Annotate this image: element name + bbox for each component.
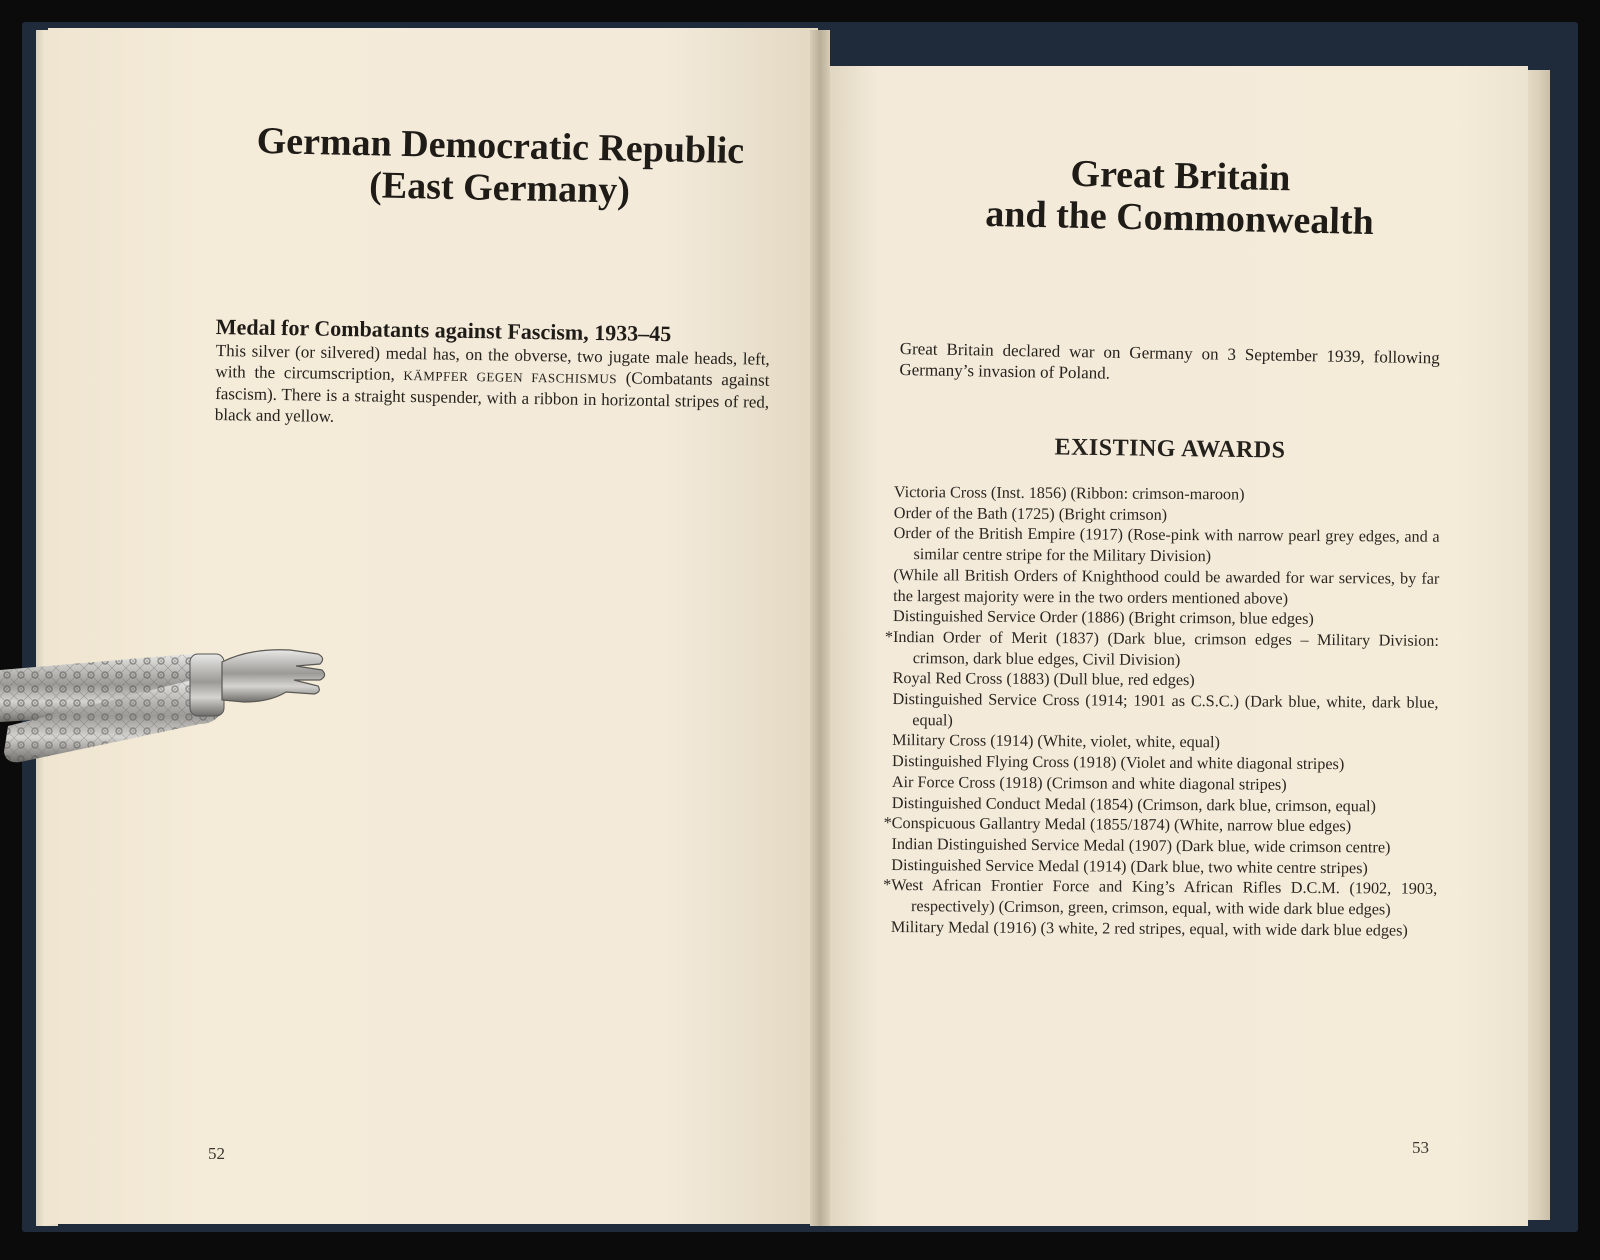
left-title-line1: German Democratic Republic bbox=[256, 119, 745, 173]
awards-heading: EXISTING AWARDS bbox=[1054, 434, 1286, 464]
award-item: Distinguished Conduct Medal (1854) (Crimson, dark blue, crimson, equal) bbox=[891, 793, 1377, 815]
award-item: *West African Frontier Force and King’s African Rifles D.C.M. (1902, 1903, respectively) (Crimson, green, crimson, equal, with wide dark blue edges) bbox=[883, 876, 1438, 919]
award-item: Indian Distinguished Service Medal (1907) (Dark blue, wide crimson centre) bbox=[891, 834, 1391, 857]
award-item: Distinguished Service Cross (1914; 1901 as C.S.C.) (Dark blue, white, dark blue, equal) bbox=[892, 690, 1439, 730]
right-page-title bbox=[939, 150, 1421, 244]
award-item: Order of the Bath (1725) (Bright crimson) bbox=[893, 503, 1168, 524]
bookmark-clip-icon bbox=[0, 640, 330, 780]
award-item: Military Medal (1916) (3 white, 2 red stripes, equal, with wide dark blue edges) bbox=[890, 917, 1408, 940]
award-item: Victoria Cross (Inst. 1856) (Ribbon: crimson-maroon) bbox=[893, 482, 1245, 504]
description-part1: This silver (or silvered) medal has, on the obverse, two jugate male heads, left, with the circumscription, bbox=[215, 340, 770, 384]
award-item: Distinguished Service Order (1886) (Bright crimson, blue edges) bbox=[893, 607, 1314, 629]
award-item: Distinguished Flying Cross (1918) (Violet and white diagonal stripes) bbox=[891, 752, 1345, 774]
description-inscription: KÄMPFER GEGEN FASCHISMUS bbox=[403, 367, 618, 387]
award-item: Royal Red Cross (1883) (Dull blue, red edges) bbox=[892, 669, 1195, 690]
page-number-left: 52 bbox=[208, 1144, 225, 1163]
description-part2: (Combatants against fascism). There is a straight suspender, with a ribbon in horizontal stripes of red, black and yellow. bbox=[214, 368, 770, 426]
intro-paragraph: Great Britain declared war on Germany on 3 September 1939, following Germany’s invasion of Poland. bbox=[899, 338, 1440, 383]
page-number-right: 53 bbox=[1412, 1138, 1429, 1157]
award-item: Military Cross (1914) (White, violet, white, equal) bbox=[892, 731, 1220, 752]
left-page-title bbox=[209, 119, 791, 215]
awards-list bbox=[883, 482, 1440, 941]
award-item: Distinguished Service Medal (1914) (Dark blue, two white centre stripes) bbox=[891, 855, 1368, 877]
left-title-line2: (East Germany) bbox=[368, 164, 631, 212]
right-title-line1: Great Britain bbox=[1070, 152, 1291, 200]
award-item: *Indian Order of Merit (1837) (Dark blue, crimson edges – Military Division: crimson, dark blue edges, Civil Division) bbox=[884, 627, 1439, 669]
award-item: *Conspicuous Gallantry Medal (1855/1874) (White, narrow blue edges) bbox=[883, 814, 1352, 836]
right-title-line2: and the Commonwealth bbox=[984, 192, 1375, 244]
award-item: Air Force Cross (1918) (Crimson and white diagonal stripes) bbox=[891, 772, 1287, 794]
book-gutter bbox=[810, 30, 830, 1226]
medal-description bbox=[215, 340, 770, 434]
award-item: Order of the British Empire (1917) (Rose-pink with narrow pearl grey edges, and a similar centre stripe for the Military Division) bbox=[893, 524, 1440, 566]
award-note: (While all British Orders of Knighthood could be awarded for war services, by far the largest majority were in the two orders mentioned above) bbox=[893, 565, 1440, 608]
section-heading: Medal for Combatants against Fascism, 1933–45 bbox=[215, 314, 672, 347]
